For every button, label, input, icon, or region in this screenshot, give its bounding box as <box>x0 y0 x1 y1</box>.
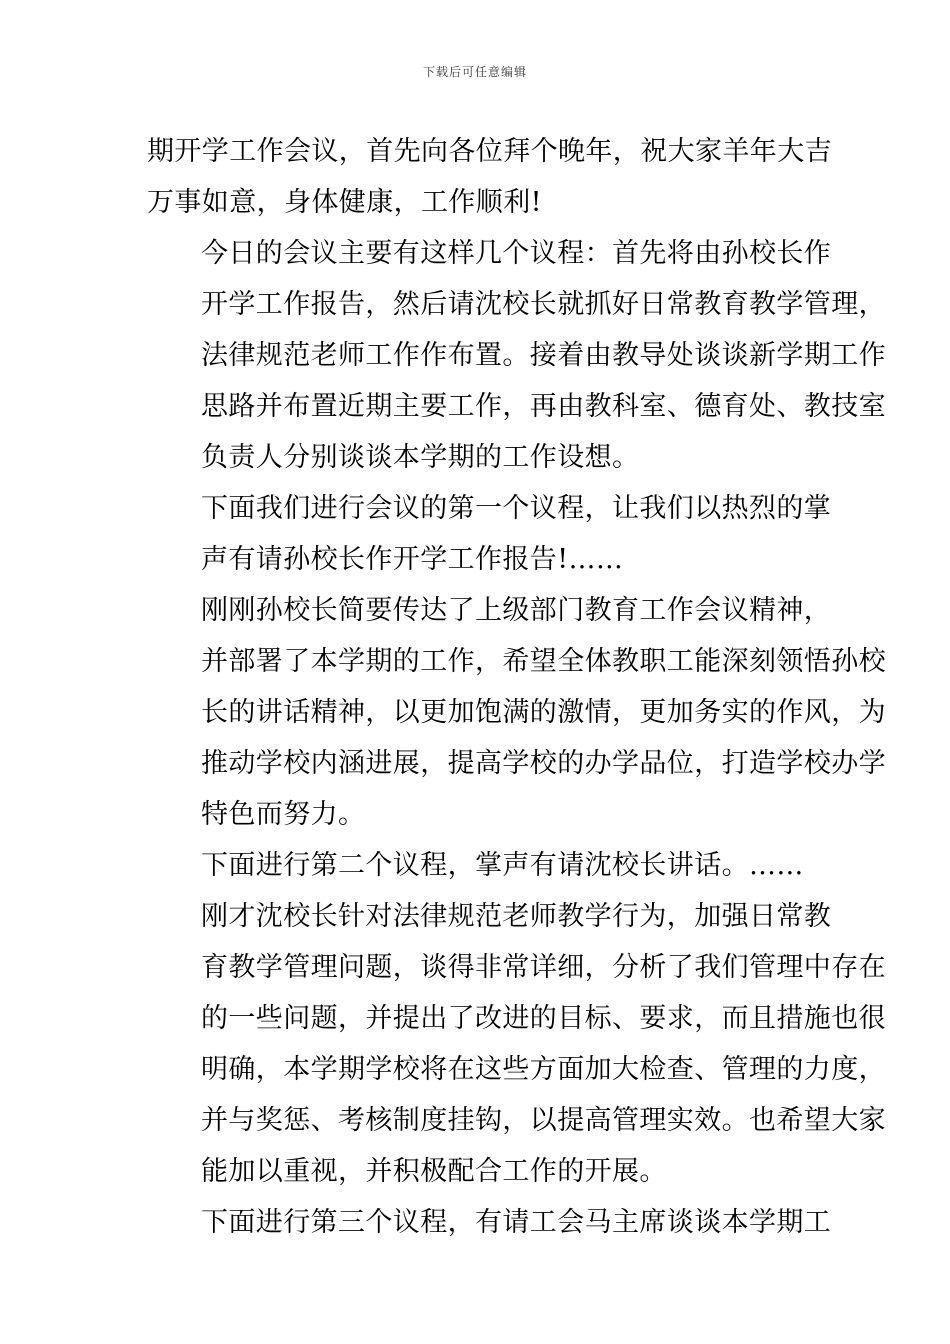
paragraph-first-agenda <box>147 483 832 585</box>
text-line: 特色而努力。 <box>201 799 366 830</box>
text-line: 刚才沈校长针对法律规范老师教学行为，加强日常教 <box>201 901 832 932</box>
text-line: 今日的会议主要有这样几个议程：首先将由孙校长作 <box>201 238 832 269</box>
text-line: 下面进行第三个议程，有请工会马主席谈谈本学期工 <box>201 1207 832 1238</box>
text-line: 的一些问题，并提出了改进的目标、要求，而且措施也很 <box>201 1003 886 1034</box>
paragraph-second-summary <box>147 891 886 1197</box>
text-line: 长的讲话精神，以更加饱满的激情，更加务实的作风，为 <box>201 697 886 728</box>
text-line: 刚刚孙校长简要传达了上级部门教育工作会议精神， <box>201 595 832 626</box>
paragraph-third-agenda <box>147 1197 832 1248</box>
text-line: 能加以重视，并积极配合工作的开展。 <box>201 1156 667 1187</box>
header-note: 下载后可任意编辑 <box>422 65 527 79</box>
text-line: 万事如意，身体健康，工作顺利! <box>147 187 542 218</box>
text-line: 下面进行第二个议程，掌声有请沈校长讲话。…… <box>201 850 804 881</box>
text-line: 育教学管理问题，谈得非常详细，分析了我们管理中存在 <box>201 952 886 983</box>
document-body <box>147 126 886 1248</box>
text-line: 并与奖惩、考核制度挂钩，以提高管理实效。也希望大家 <box>201 1105 886 1136</box>
paragraph-opening-greeting <box>147 126 832 228</box>
text-line: 明确，本学期学校将在这些方面加大检查、管理的力度， <box>201 1054 886 1085</box>
text-line: 并部署了本学期的工作，希望全体教职工能深刻领悟孙校 <box>201 646 886 677</box>
text-line: 声有请孙校长作开学工作报告!…… <box>201 544 624 575</box>
text-line: 下面我们进行会议的第一个议程，让我们以热烈的掌 <box>201 493 832 524</box>
text-line: 开学工作报告，然后请沈校长就抓好日常教育教学管理， <box>201 289 886 320</box>
paragraph-first-summary <box>147 585 886 840</box>
text-line: 推动学校内涵进展，提高学校的办学品位，打造学校办学 <box>201 748 886 779</box>
text-line: 思路并布置近期主要工作，再由教科室、德育处、教技室 <box>201 391 886 422</box>
paragraph-agenda-overview <box>147 228 886 483</box>
text-line: 法律规范老师工作作布置。接着由教导处谈谈新学期工作 <box>201 340 886 371</box>
paragraph-second-agenda <box>147 840 807 891</box>
text-line: 负责人分别谈谈本学期的工作设想。 <box>201 442 640 473</box>
text-line: 期开学工作会议，首先向各位拜个晚年，祝大家羊年大吉 <box>147 136 832 167</box>
